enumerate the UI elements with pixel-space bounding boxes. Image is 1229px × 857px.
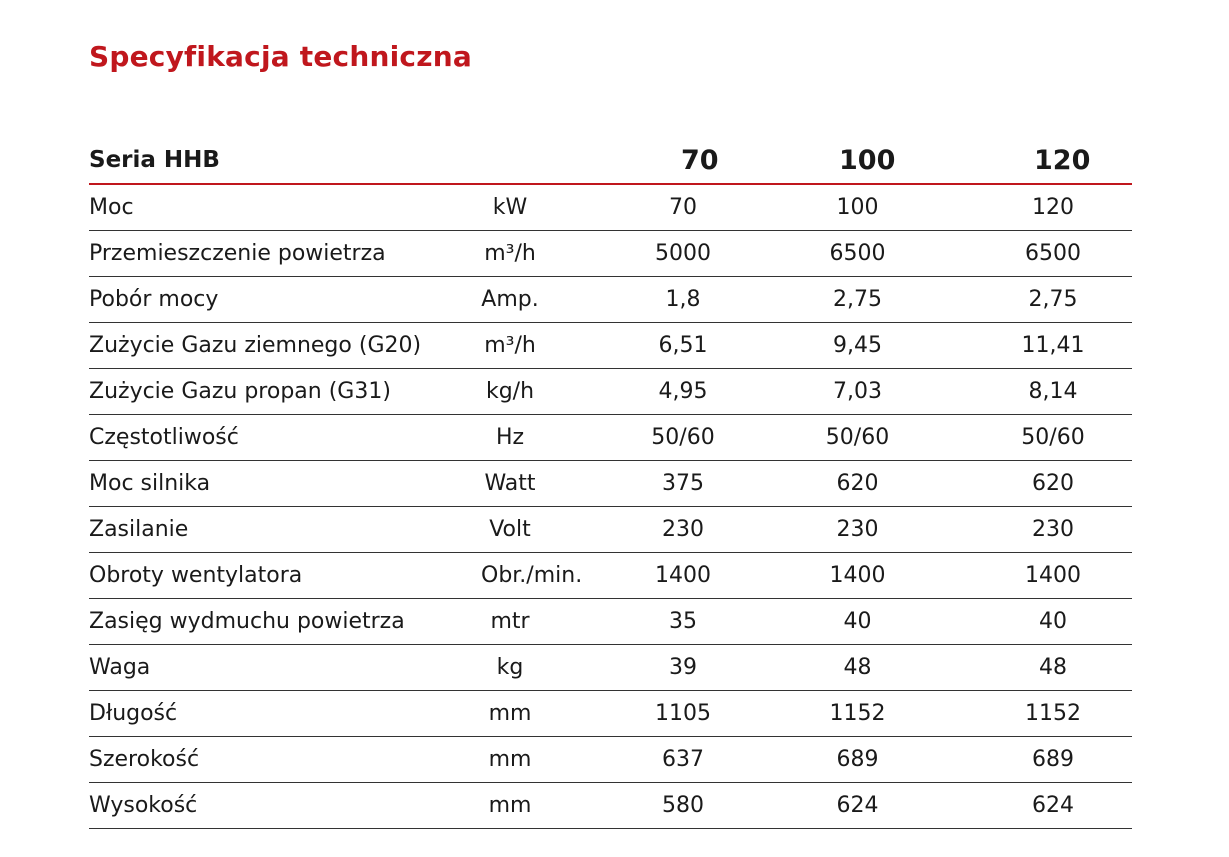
row-value-model-70: 50/60 <box>539 415 739 461</box>
row-value-model-100: 9,45 <box>739 323 974 369</box>
spec-table-header <box>89 137 1132 184</box>
row-unit: mm <box>419 783 539 829</box>
row-value-model-70: 1,8 <box>539 277 739 323</box>
row-value-model-70: 4,95 <box>539 369 739 415</box>
row-label: Zużycie Gazu propan (G31) <box>89 369 419 415</box>
row-label: Pobór mocy <box>89 277 419 323</box>
row-value-model-120: 120 <box>974 184 1132 231</box>
row-value-model-70: 1105 <box>539 691 739 737</box>
row-label: Obroty wentylatora <box>89 553 419 599</box>
row-value-model-100: 1152 <box>739 691 974 737</box>
row-value-model-120: 620 <box>974 461 1132 507</box>
table-row <box>89 415 1132 461</box>
row-label: Przemieszczenie powietrza <box>89 231 419 277</box>
table-row <box>89 184 1132 231</box>
row-unit: mm <box>419 737 539 783</box>
row-value-model-100: 230 <box>739 507 974 553</box>
table-row <box>89 507 1132 553</box>
row-value-model-100: 6500 <box>739 231 974 277</box>
row-value-model-70: 39 <box>539 645 739 691</box>
table-row <box>89 231 1132 277</box>
row-value-model-120: 6500 <box>974 231 1132 277</box>
table-row <box>89 553 1132 599</box>
header-model-70: 70 <box>539 137 739 184</box>
row-value-model-100: 100 <box>739 184 974 231</box>
row-unit: Watt <box>419 461 539 507</box>
table-row <box>89 783 1132 829</box>
row-value-model-70: 375 <box>539 461 739 507</box>
row-label: Moc silnika <box>89 461 419 507</box>
header-series-label: Seria HHB <box>89 137 419 184</box>
row-unit: mm <box>419 691 539 737</box>
row-value-model-70: 1400 <box>539 553 739 599</box>
row-label: Częstotliwość <box>89 415 419 461</box>
row-value-model-120: 1400 <box>974 553 1132 599</box>
table-row <box>89 645 1132 691</box>
row-value-model-120: 50/60 <box>974 415 1132 461</box>
row-value-model-100: 50/60 <box>739 415 974 461</box>
row-value-model-100: 1400 <box>739 553 974 599</box>
spec-table-body <box>89 184 1132 829</box>
row-value-model-120: 40 <box>974 599 1132 645</box>
row-value-model-100: 689 <box>739 737 974 783</box>
row-label: Zasilanie <box>89 507 419 553</box>
row-label: Szerokość <box>89 737 419 783</box>
row-unit: Amp. <box>419 277 539 323</box>
table-row <box>89 737 1132 783</box>
row-unit: m³/h <box>419 231 539 277</box>
row-unit: mtr <box>419 599 539 645</box>
row-unit: Obr./min. <box>419 553 539 599</box>
table-row <box>89 599 1132 645</box>
row-value-model-100: 48 <box>739 645 974 691</box>
table-row <box>89 691 1132 737</box>
row-value-model-70: 230 <box>539 507 739 553</box>
table-row <box>89 461 1132 507</box>
row-value-model-70: 6,51 <box>539 323 739 369</box>
row-label: Waga <box>89 645 419 691</box>
row-value-model-120: 2,75 <box>974 277 1132 323</box>
row-unit: m³/h <box>419 323 539 369</box>
row-value-model-100: 624 <box>739 783 974 829</box>
spec-table <box>89 137 1132 829</box>
table-row <box>89 369 1132 415</box>
row-unit: Hz <box>419 415 539 461</box>
row-value-model-120: 48 <box>974 645 1132 691</box>
row-label: Zasięg wydmuchu powietrza <box>89 599 419 645</box>
row-unit: kg <box>419 645 539 691</box>
row-value-model-100: 2,75 <box>739 277 974 323</box>
row-value-model-120: 689 <box>974 737 1132 783</box>
row-label: Długość <box>89 691 419 737</box>
page-title: Specyfikacja techniczna <box>89 40 472 73</box>
row-unit: Volt <box>419 507 539 553</box>
row-value-model-120: 11,41 <box>974 323 1132 369</box>
row-label: Zużycie Gazu ziemnego (G20) <box>89 323 419 369</box>
row-value-model-70: 5000 <box>539 231 739 277</box>
header-model-120: 120 <box>974 137 1132 184</box>
header-row <box>89 137 1132 184</box>
row-value-model-70: 580 <box>539 783 739 829</box>
row-unit: kg/h <box>419 369 539 415</box>
row-value-model-120: 1152 <box>974 691 1132 737</box>
row-unit: kW <box>419 184 539 231</box>
row-value-model-70: 35 <box>539 599 739 645</box>
row-value-model-120: 624 <box>974 783 1132 829</box>
table-row <box>89 277 1132 323</box>
header-model-100: 100 <box>739 137 974 184</box>
row-value-model-70: 70 <box>539 184 739 231</box>
row-value-model-100: 7,03 <box>739 369 974 415</box>
row-value-model-120: 230 <box>974 507 1132 553</box>
header-unit <box>419 137 539 184</box>
row-value-model-100: 620 <box>739 461 974 507</box>
row-label: Moc <box>89 184 419 231</box>
row-value-model-70: 637 <box>539 737 739 783</box>
row-value-model-120: 8,14 <box>974 369 1132 415</box>
row-label: Wysokość <box>89 783 419 829</box>
row-value-model-100: 40 <box>739 599 974 645</box>
table-row <box>89 323 1132 369</box>
